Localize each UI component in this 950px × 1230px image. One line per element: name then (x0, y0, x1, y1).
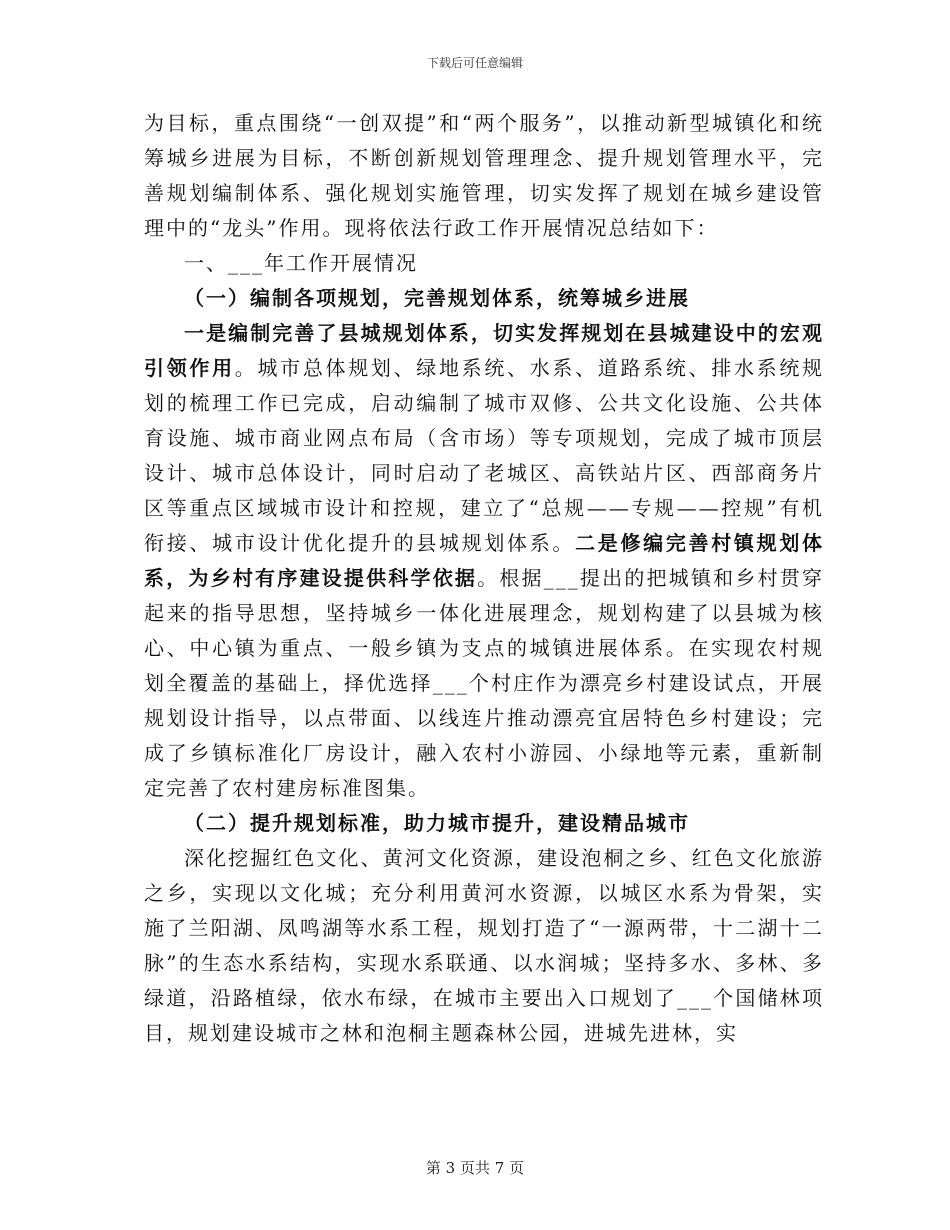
subsection-heading-1: （一）编制各项规划，完善规划体系，统筹城乡进展 (184, 286, 690, 310)
paragraph-text-2: 。根据___提出的把城镇和乡村贯穿起来的指导思想，坚持城乡一体化进展理念，规划构建了以县城为核心、中心镇为重点、一般乡镇为支点的城镇进展体系。在实现农村规划全覆盖的基础上，择优选择___个村庄作为漂亮乡村建设试点，开展规划设计指导，以点带面、以线连片推动漂亮宜居特色乡村建设；完成了乡镇标准化厂房设计，融入农村小游园、小绿地等元素，重新制定完善了农村建房标准图集。 (144, 566, 825, 800)
paragraph-planning-system (144, 316, 824, 806)
key-point-2: 二是修编完善村镇规划体系，为乡村有序建设提供科学依据 (144, 531, 825, 590)
document-body (144, 106, 824, 1051)
key-point-1: 一是编制完善了县城规划体系，切实发挥规划在县城建设中的宏观引领作用 (144, 321, 824, 380)
page-footer: 第 3 页共 7 页 (425, 1159, 525, 1177)
paragraph-city-upgrade: 深化挖掘红色文化、黄河文化资源，建设泡桐之乡、红色文化旅游之乡，实现以文化城；充分利用黄河水资源，以城区水系为骨架，实施了兰阳湖、凤鸣湖等水系工程，规划打造了“一源两带，十二湖十二脉”的生态水系结构，实现水系联通、以水润城；坚持多水、多林、多绿道，沿路植绿，依水布绿，在城市主要出入口规划了___个国储林项目，规划建设城市之林和泡桐主题森林公园，进城先进林，实 (144, 846, 824, 1045)
section-heading-1: 一、___年工作开展情况 (184, 251, 418, 275)
paragraph-text-1: 。城市总体规划、绿地系统、水系、道路系统、排水系统规划的梳理工作已完成，启动编制了城市双修、公共文化设施、公共体育设施、城市商业网点布局（含市场）等专项规划，完成了城市顶层设计、城市总体设计，同时启动了老城区、高铁站片区、西部商务片区等重点区域城市设计和控规，建立了“总规——专规——控规”有机衔接、城市设计优化提升的县城规划体系。 (144, 356, 825, 555)
page-header: 下载后可任意编辑 (426, 56, 523, 70)
paragraph-intro: 为目标，重点围绕“一创双提”和“两个服务”，以推动新型城镇化和统筹城乡进展为目标，不断创新规划管理理念、提升规划管理水平，完善规划编制体系、强化规划实施管理，切实发挥了规划在城乡建设管理中的“龙头”作用。现将依法行政工作开展情况总结如下： (144, 111, 824, 240)
subsection-heading-2: （二）提升规划标准，助力城市提升，建设精品城市 (184, 811, 690, 835)
